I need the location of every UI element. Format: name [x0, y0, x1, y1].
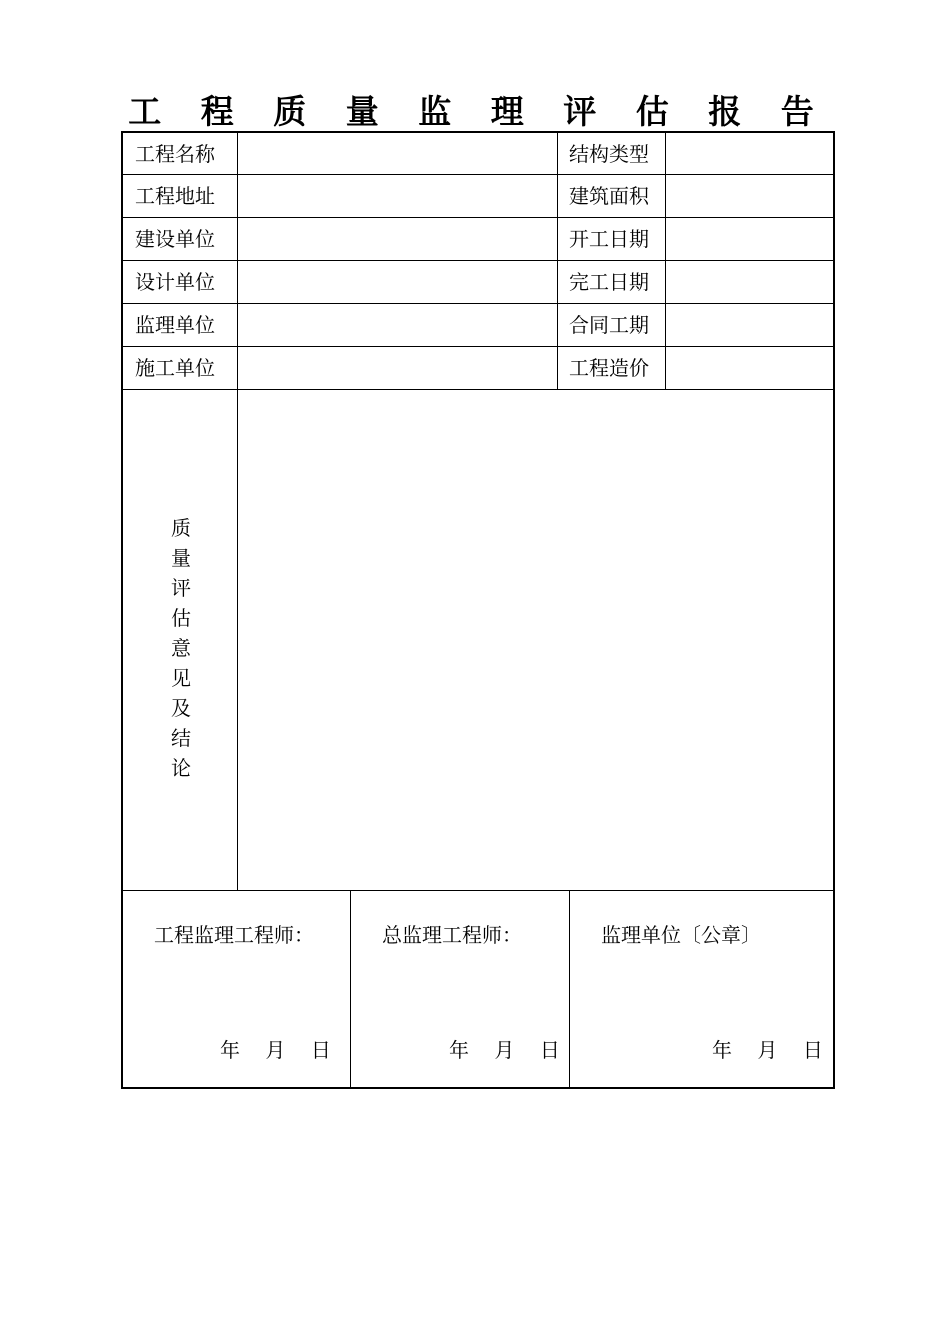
unit-date: 年 月 日 [712, 1038, 823, 1062]
design-unit-label: 设计单位 [135, 270, 215, 294]
row-divider [123, 389, 833, 390]
project-cost-label: 工程造价 [569, 356, 649, 380]
assessment-divider [123, 890, 833, 891]
completion-date-label: 完工日期 [569, 270, 649, 294]
document-title: 工 程 质 量 监 理 评 估 报 告 [128, 92, 828, 131]
report-form [121, 131, 835, 1089]
row-divider [123, 346, 833, 347]
chief-engineer-date: 年 月 日 [449, 1038, 560, 1062]
construction-unit-label: 建设单位 [135, 227, 215, 251]
row-divider [123, 174, 833, 175]
unit-seal-label: 监理单位〔公章〕 [601, 923, 761, 947]
builder-unit-label: 施工单位 [135, 356, 215, 380]
chief-engineer-signature-label: 总监理工程师： [382, 923, 522, 947]
supervision-unit-label: 监理单位 [135, 313, 215, 337]
right-column-divider [665, 133, 666, 389]
engineer-signature-label: 工程监理工程师： [154, 923, 314, 947]
building-area-label: 建筑面积 [569, 184, 649, 208]
start-date-label: 开工日期 [569, 227, 649, 251]
label-column-divider [237, 133, 238, 890]
engineer-date: 年 月 日 [220, 1038, 331, 1062]
row-divider [123, 303, 833, 304]
assessment-label: 质量评估意见及结论 [171, 516, 191, 780]
signature-divider [569, 890, 570, 1087]
project-name-label: 工程名称 [135, 142, 215, 166]
structure-type-label: 结构类型 [569, 142, 649, 166]
row-divider [123, 217, 833, 218]
contract-period-label: 合同工期 [569, 313, 649, 337]
mid-column-divider [557, 133, 558, 389]
signature-divider [350, 890, 351, 1087]
project-address-label: 工程地址 [135, 184, 215, 208]
row-divider [123, 260, 833, 261]
